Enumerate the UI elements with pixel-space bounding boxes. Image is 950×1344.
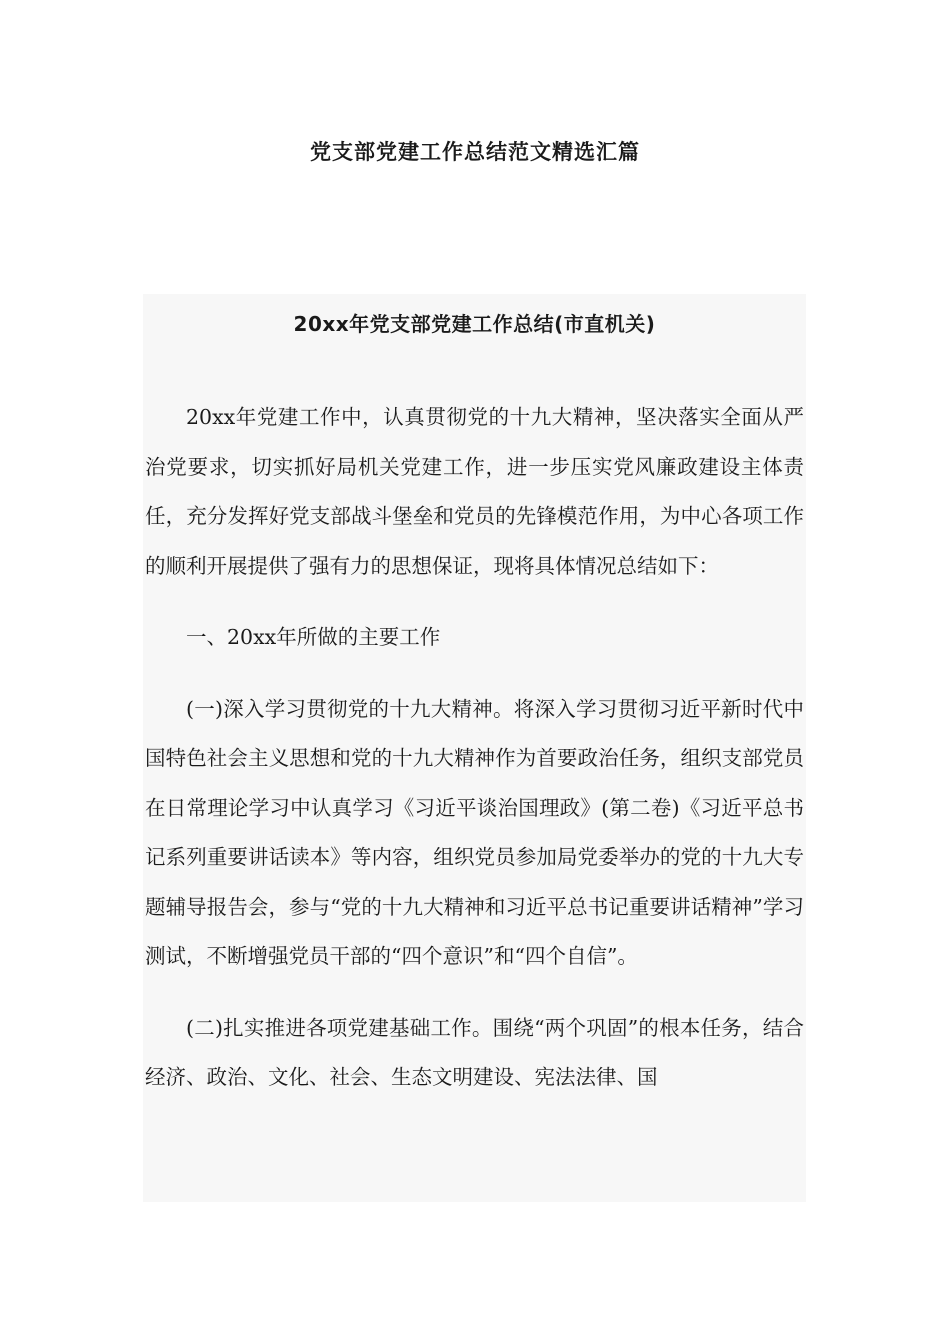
paragraph-study: (一)深入学习贯彻党的十九大精神。将深入学习贯彻习近平新时代中国特色社会主义思想和党的十九大精神作为首要政治任务，组织支部党员在日常理论学习中认真学习《习近平谈治国理政》(第二卷)《习近平总书记系列重要讲话读本》等内容，组织党员参加局党委举办的党的十九大专题辅导报告会，参与“党的十九大精神和习近平总书记重要讲话精神”学习测试，不断增强党员干部的“四个意识”和“四个自信”。 [145, 696, 804, 968]
paragraph-heading-main-work: 一、20xx年所做的主要工作 [186, 625, 441, 649]
section-title: 20xx年党支部党建工作总结(市直机关) [293, 312, 656, 336]
document-title: 党支部党建工作总结范文精选汇篇 [310, 140, 640, 164]
content-block [143, 294, 806, 1202]
paragraph-foundation: (二)扎实推进各项党建基础工作。围绕“两个巩固”的根本任务，结合经济、政治、文化、社会、生态文明建设、宪法法律、国 [145, 1015, 804, 1089]
paragraph-intro: 20xx年党建工作中，认真贯彻党的十九大精神，坚决落实全面从严治党要求，切实抓好局机关党建工作，进一步压实党风廉政建设主体责任，充分发挥好党支部战斗堡垒和党员的先锋模范作用，为中心各项工作的顺利开展提供了强有力的思想保证，现将具体情况总结如下： [145, 405, 804, 578]
